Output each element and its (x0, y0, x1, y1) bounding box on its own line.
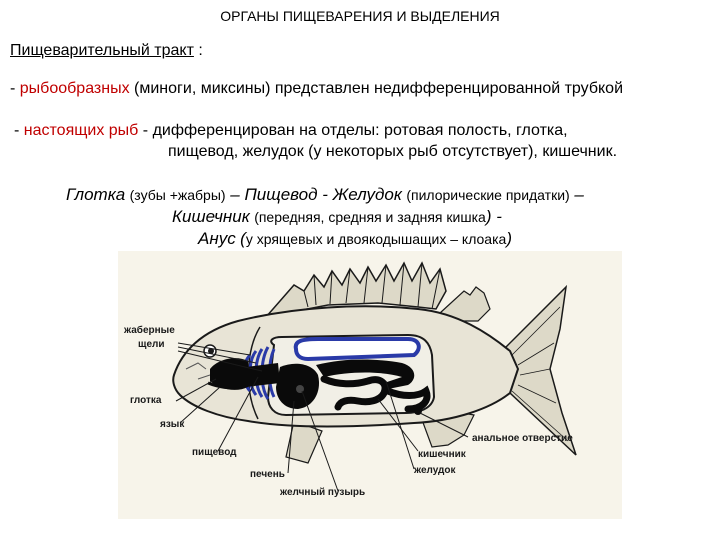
page-title: ОРГАНЫ ПИЩЕВАРЕНИЯ И ВЫДЕЛЕНИЯ (220, 8, 500, 24)
label-gill-slits-1: жаберные (124, 325, 175, 336)
seq-intestine-tail: ) - (485, 207, 502, 226)
label-gallbladder: желчный пузырь (280, 487, 366, 498)
point-jawless-highlight: рыбообразных (19, 80, 130, 97)
label-gill-slits-2: щели (138, 339, 165, 350)
seq-esophagus: Пищевод (244, 185, 318, 204)
sequence-line-3 (198, 229, 512, 249)
seq-dash-3: – (569, 185, 584, 204)
point-true-fish-prefix: - (14, 122, 24, 139)
seq-dash-2: - (317, 185, 333, 204)
label-esophagus: пищевод (192, 447, 237, 458)
point-true-fish (14, 122, 568, 140)
seq-anus: Анус (198, 229, 236, 248)
esophagus (246, 363, 280, 387)
label-liver: печень (250, 469, 285, 480)
seq-teeth-note: (зубы +жабры) (129, 187, 226, 203)
fish-diagram (118, 251, 622, 519)
point-jawless-text: (миноги, миксины) представлен недифференцированной трубкой (129, 80, 623, 97)
seq-pharynx: Глотка (66, 185, 126, 204)
section-subtitle (10, 42, 203, 60)
subtitle-suffix: : (193, 42, 203, 59)
sequence-line-1 (66, 185, 584, 205)
seq-dash-1: – (225, 185, 245, 204)
label-stomach: желудок (414, 465, 456, 476)
seq-intestine: Кишечник (172, 207, 250, 226)
point-jawless-prefix: - (10, 80, 20, 97)
label-anal-opening: анальное отверстие (472, 433, 573, 444)
label-pharynx: глотка (130, 395, 162, 406)
point-true-fish-text: - дифференцирован на отделы: ротовая полость, глотка, (138, 122, 568, 139)
subtitle-label: Пищеварительный тракт (10, 42, 194, 59)
swim-bladder (296, 339, 419, 359)
seq-anus-close: ) (506, 229, 512, 248)
seq-pyloric-note: (пилорические придатки) (406, 187, 570, 203)
point-true-fish-highlight: настоящих рыб (23, 122, 139, 139)
seq-intestine-note: (передняя, средняя и задняя кишка (254, 209, 486, 225)
label-intestine: кишечник (418, 449, 466, 460)
point-true-fish-continuation: пищевод, желудок (у некоторых рыб отсутствует), кишечник. (168, 143, 618, 160)
label-tongue: язык (160, 419, 185, 430)
fish-anatomy-illustration (118, 251, 622, 519)
seq-anus-open: ( (240, 229, 246, 248)
sequence-line-2 (172, 207, 502, 227)
seq-anus-note: у хрящевых и двоякодышащих – клоака (245, 231, 507, 247)
point-jawless (10, 80, 623, 98)
seq-stomach: Желудок (332, 185, 402, 204)
